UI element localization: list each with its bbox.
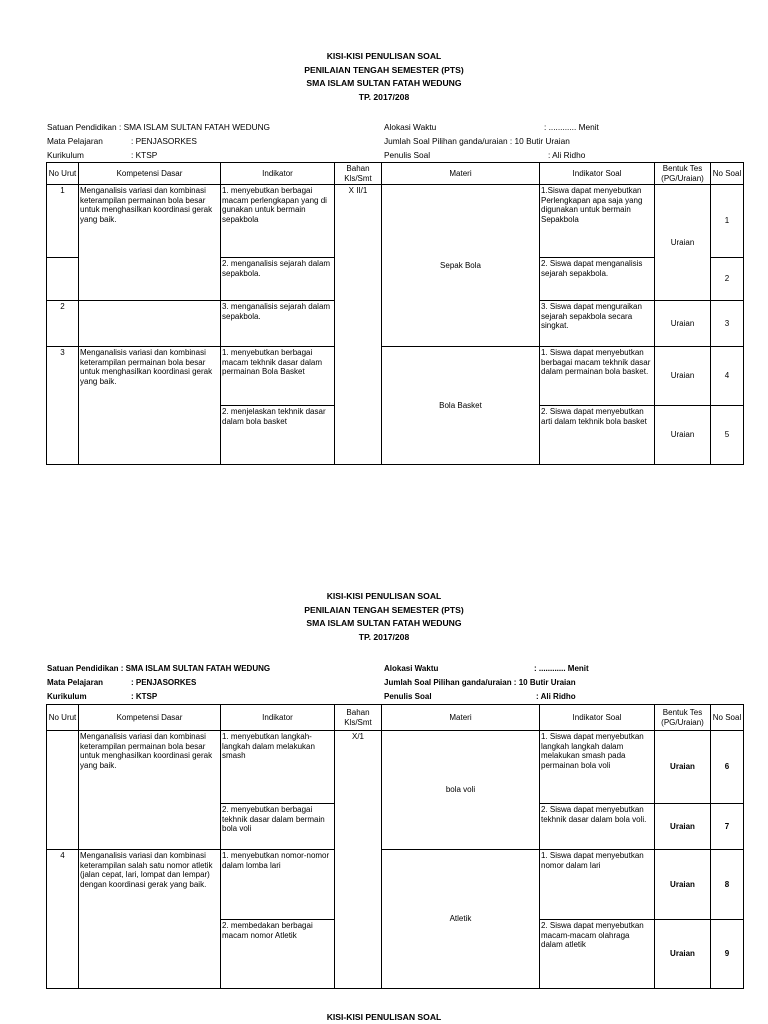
cell-indikator: 2. menjelaskan tekhnik dasar dalam bola basket <box>221 406 335 465</box>
cell-kd: Menganalisis variasi dan kombinasi keterampilan permainan bola besar untuk menghasilkan koordinasi gerak yang baik. <box>79 347 221 465</box>
meta-penulis <box>384 692 576 701</box>
meta-kurikulum-label: Kurikulum <box>47 692 87 701</box>
cell-kd: Menganalisis variasi dan kombinasi keterampilan permainan bola besar untuk menghasilkan koordinasi gerak yang baik. <box>79 731 221 850</box>
cell-bentuk: Uraian <box>655 406 711 465</box>
cell-materi: bola voli <box>382 731 540 850</box>
cell-indikator-soal: 1. Siswa dapat menyebutkan nomor dalam lari <box>540 850 655 920</box>
header-bahan: Bahan Kls/Smt <box>335 705 382 731</box>
cell-indikator-soal: 1. Siswa dapat menyebutkan langkah langkah dalam melakukan smash pada permainan bola voli <box>540 731 655 804</box>
header-kd: Kompetensi Dasar <box>79 163 221 185</box>
header-bentuk: Bentuk Tes (PG/Uraian) <box>655 705 711 731</box>
meta-mapel-label: Mata Pelajaran <box>47 678 104 687</box>
header-bahan: Bahan Kls/Smt <box>335 163 382 185</box>
school-name: SMA ISLAM SULTAN FATAH WEDUNG <box>306 618 462 628</box>
cell-bentuk: Uraian <box>655 850 711 920</box>
cell-no-soal: 3 <box>711 301 744 347</box>
header-indikator-soal: Indikator Soal <box>540 163 655 185</box>
cell-no-urut: 1 <box>47 185 79 258</box>
meta-penulis-value: : Ali Ridho <box>548 150 586 160</box>
cell-no-urut: 3 <box>47 347 79 465</box>
meta-alokasi-value: : ............ Menit <box>544 122 599 132</box>
meta-alokasi-label: Alokasi Waktu <box>384 664 439 673</box>
header-indikator-soal: Indikator Soal <box>540 705 655 731</box>
cell-kd <box>79 301 221 347</box>
cell-no-urut: 4 <box>47 850 79 989</box>
table-header-row <box>47 705 744 731</box>
cell-indikator-soal: 2. Siswa dapat menyebutkan arti dalam tekhnik bola basket <box>540 406 655 465</box>
meta-kurikulum <box>47 150 157 160</box>
kisi-table-2 <box>46 704 744 989</box>
table-row <box>47 185 744 258</box>
table-row <box>47 347 744 406</box>
cell-bentuk: Uraian <box>655 804 711 850</box>
meta-alokasi-label: Alokasi Waktu <box>384 122 437 132</box>
cell-materi: Bola Basket <box>382 347 540 465</box>
doc-title: KISI-KISI PENULISAN SOAL <box>326 591 442 601</box>
cell-no-soal: 2 <box>711 258 744 301</box>
cell-indikator: 1. menyebutkan langkah-langkah dalam melakukan smash <box>221 731 335 804</box>
header-no-urut: No Urut <box>47 163 79 185</box>
header-materi: Materi <box>382 705 540 731</box>
header-bentuk: Bentuk Tes (PG/Uraian) <box>655 163 711 185</box>
cell-materi: Sepak Bola <box>382 185 540 347</box>
cell-no-urut <box>47 258 79 301</box>
table-header-row <box>47 163 744 185</box>
cell-materi: Atletik <box>382 850 540 989</box>
cell-kd: Menganalisis variasi dan kombinasi keterampilan permainan bola besar untuk menghasilkan koordinasi gerak yang baik. <box>79 185 221 301</box>
meta-kurikulum-value: : KTSP <box>131 692 158 701</box>
school-year: TP. 2017/208 <box>358 631 410 642</box>
meta-penulis-label: Penulis Soal <box>384 692 432 701</box>
table-row <box>47 731 744 804</box>
meta-mapel-label: Mata Pelajaran <box>47 136 103 146</box>
meta-mapel <box>47 678 196 687</box>
header-no-soal: No Soal <box>711 163 744 185</box>
header-indikator: Indikator <box>221 163 335 185</box>
cell-kd: Menganalisis variasi dan kombinasi keterampilan salah satu nomor atletik (jalan cepat, lari, lompat dan lempar) dengan koordinasi gerak yang baik. <box>79 850 221 989</box>
meta-satuan: Satuan Pendidikan : SMA ISLAM SULTAN FATAH WEDUNG <box>47 664 271 673</box>
meta-alokasi <box>384 664 589 673</box>
cell-indikator: 1. menyebutkan berbagai macam tekhnik dasar dalam permainan Bola Basket <box>221 347 335 406</box>
cell-bentuk: Uraian <box>655 731 711 804</box>
school-name: SMA ISLAM SULTAN FATAH WEDUNG <box>306 78 462 88</box>
cell-no-soal: 8 <box>711 850 744 920</box>
meta-penulis-value: : Ali Ridho <box>536 692 576 701</box>
meta-penulis-label: Penulis Soal <box>384 150 431 160</box>
school-year: TP. 2017/208 <box>358 91 410 102</box>
meta-satuan: Satuan Pendidikan : SMA ISLAM SULTAN FATAH WEDUNG <box>47 122 271 132</box>
cell-indikator-soal: 2. Siswa dapat menyebutkan macam-macam olahraga dalam atletik <box>540 920 655 989</box>
table-row <box>47 850 744 920</box>
cell-bentuk: Uraian <box>655 185 711 301</box>
cell-indikator: 2. menyebutkan berbagai tekhnik dasar dalam bermain bola voli <box>221 804 335 850</box>
cell-indikator: 1. menyebutkan berbagai macam perlengkapan yang di gunakan untuk bermain sepakbola <box>221 185 335 258</box>
cell-no-soal: 4 <box>711 347 744 406</box>
cell-no-soal: 5 <box>711 406 744 465</box>
header-no-urut: No Urut <box>47 705 79 731</box>
cell-bahan: X II/1 <box>335 185 382 465</box>
doc-subtitle: PENILAIAN TENGAH SEMESTER (PTS) <box>304 604 464 615</box>
meta-jumlah: Jumlah Soal Pilihan ganda/uraian : 10 Butir Uraian <box>384 136 570 146</box>
meta-mapel <box>47 136 197 146</box>
meta-kurikulum-label: Kurikulum <box>47 150 84 160</box>
doc-title: KISI-KISI PENULISAN SOAL <box>326 51 442 61</box>
cell-no-soal: 1 <box>711 185 744 258</box>
cell-indikator: 2. menganalisis sejarah dalam sepakbola. <box>221 258 335 301</box>
meta-alokasi <box>384 122 599 132</box>
cell-bahan: X/1 <box>335 731 382 989</box>
cell-bentuk: Uraian <box>655 301 711 347</box>
cell-indikator-soal: 1. Siswa dapat menyebutkan berbagai macam tekhnik dasar dalam permainan bola basket. <box>540 347 655 406</box>
meta-alokasi-value: : ............ Menit <box>534 664 589 673</box>
header-materi: Materi <box>382 163 540 185</box>
kisi-table-1 <box>46 162 744 465</box>
meta-penulis <box>384 150 585 160</box>
meta-mapel-value: : PENJASORKES <box>131 678 197 687</box>
cell-no-urut <box>47 731 79 850</box>
meta-kurikulum <box>47 692 157 701</box>
meta-mapel-value: : PENJASORKES <box>131 136 197 146</box>
cell-indikator: 1. menyebutkan nomor-nomor dalam lomba lari <box>221 850 335 920</box>
cell-indikator-soal: 1.Siswa dapat menyebutkan Perlengkapan apa saja yang digunakan untuk bermain Sepakbola <box>540 185 655 258</box>
cell-no-urut: 2 <box>47 301 79 347</box>
cell-bentuk: Uraian <box>655 347 711 406</box>
doc-subtitle: PENILAIAN TENGAH SEMESTER (PTS) <box>304 64 464 75</box>
header-indikator: Indikator <box>221 705 335 731</box>
meta-kurikulum-value: : KTSP <box>131 150 158 160</box>
cell-indikator-soal: 3. Siswa dapat menguraikan sejarah sepakbola secara singkat. <box>540 301 655 347</box>
header-kd: Kompetensi Dasar <box>79 705 221 731</box>
cell-no-soal: 7 <box>711 804 744 850</box>
cell-indikator-soal: 2. Siswa dapat menyebutkan tekhnik dasar dalam bola voli. <box>540 804 655 850</box>
header-no-soal: No Soal <box>711 705 744 731</box>
next-page-title: KISI-KISI PENULISAN SOAL <box>326 1012 442 1022</box>
block1-titles <box>0 50 768 104</box>
cell-no-soal: 6 <box>711 731 744 804</box>
cell-indikator: 2. membedakan berbagai macam nomor Atletik <box>221 920 335 989</box>
cell-no-soal: 9 <box>711 920 744 989</box>
meta-jumlah: Jumlah Soal Pilihan ganda/uraian : 10 Butir Uraian <box>384 678 576 687</box>
cell-bentuk: Uraian <box>655 920 711 989</box>
cell-indikator-soal: 2. Siswa dapat menganalisis sejarah sepakbola. <box>540 258 655 301</box>
block2-titles <box>0 590 768 644</box>
cell-indikator: 3. menganalisis sejarah dalam sepakbola. <box>221 301 335 347</box>
